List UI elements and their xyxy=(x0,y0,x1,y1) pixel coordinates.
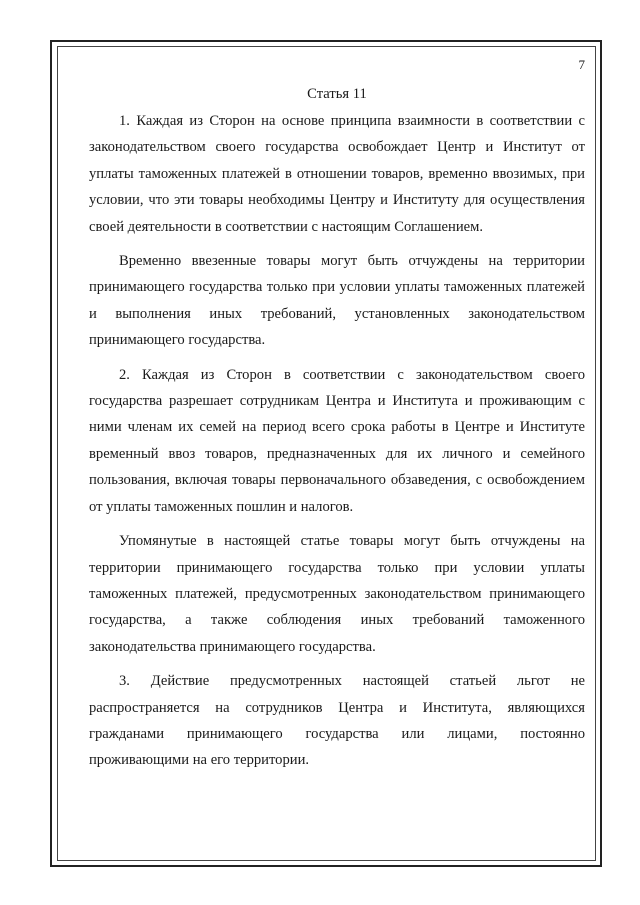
page-number: 7 xyxy=(578,57,585,72)
document-body xyxy=(89,84,585,774)
article-title: Статья 11 xyxy=(307,86,367,102)
paragraph-2: Временно ввезенные товары могут быть отчуждены на территории принимающего государства только при условии уплаты таможенных платежей и выполнения иных требований, установленных законодательством принимающего государства. xyxy=(89,253,585,349)
paragraph-5: 3. Действие предусмотренных настоящей статьей льгот не распространяется на сотрудников Центра и Института, являющихся гражданами принимающего государства или лицами, постоянно проживающими на его территории. xyxy=(89,673,585,769)
paragraph-4: Упомянутые в настоящей статье товары могут быть отчуждены на территории принимающего государства только при условии уплаты таможенных платежей, предусмотренных законодательством принимающего государства, а также соблюдения иных требований таможенного законодательства принимающего государства. xyxy=(89,533,585,655)
paragraph-3: 2. Каждая из Сторон в соответствии с законодательством своего государства разрешает сотрудникам Центра и Института и проживающим с ними членам их семей на период всего срока работы в Центре и Институте временный ввоз товаров, предназначенных для их личного и семейного пользования, включая товары первоначального обзаведения, с освобождением от уплаты таможенных пошлин и налогов. xyxy=(89,366,585,515)
paragraph-1: 1. Каждая из Сторон на основе принципа взаимности в соответствии с законодательством своего государства освобождает Центр и Институт от уплаты таможенных платежей в отношении товаров, временно ввозимых, при условии, что эти товары необходимы Центру и Институту для осуществления своей деятельности в соответствии с настоящим Соглашением. xyxy=(89,113,585,235)
